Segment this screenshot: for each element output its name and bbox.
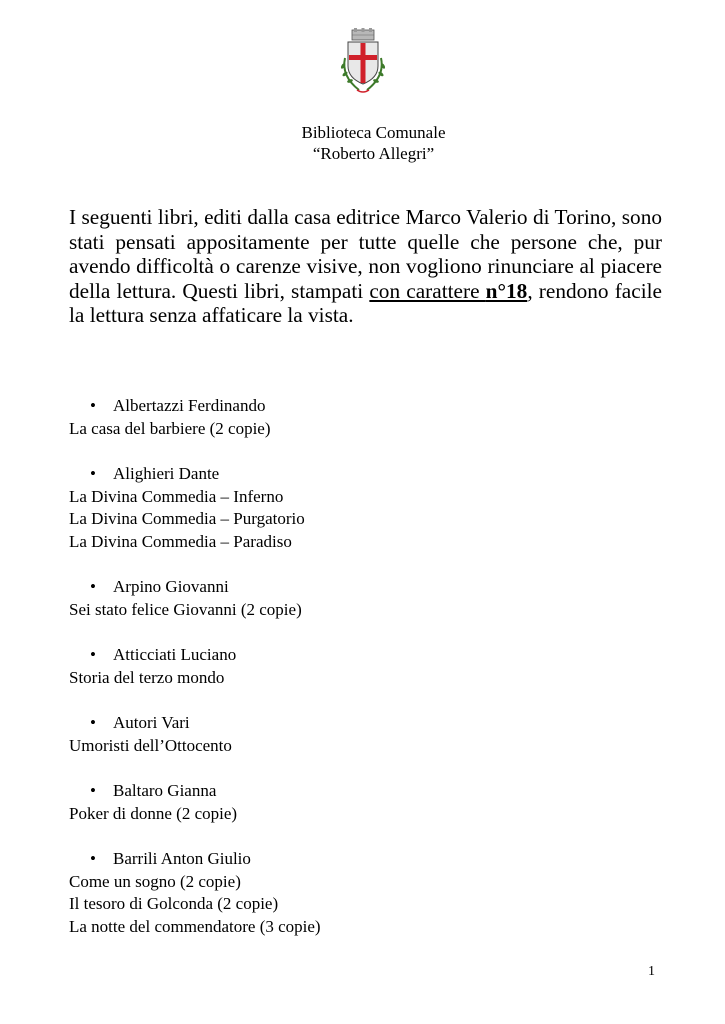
author-name: Alighieri Dante <box>113 464 220 483</box>
municipal-crest-icon <box>337 28 389 98</box>
library-name-line2: “Roberto Allegri” <box>312 144 435 163</box>
author-name: Atticciati Luciano <box>113 645 237 664</box>
bullet-icon: • <box>90 464 96 483</box>
author-line <box>69 576 669 599</box>
intro-paragraph <box>69 205 662 328</box>
author-name: Baltaro Gianna <box>113 781 217 800</box>
book-title: Il tesoro di Golconda (2 copie) <box>69 894 279 913</box>
book-title: La casa del barbiere (2 copie) <box>69 418 271 438</box>
author-line <box>69 780 669 803</box>
bullet-icon: • <box>90 645 96 664</box>
book-title: Umoristi dell’Ottocento <box>69 735 232 755</box>
author-name: Albertazzi Ferdinando <box>113 396 266 415</box>
book-title: La Divina Commedia – Purgatorio <box>69 509 305 528</box>
author-entry <box>69 395 669 440</box>
book-list <box>69 395 669 961</box>
font-size-highlight: n°18 <box>485 278 528 303</box>
author-entry <box>69 576 669 621</box>
author-entry <box>69 463 669 553</box>
book-title: La Divina Commedia – Paradiso <box>69 531 292 551</box>
intro-text-part1: I seguenti libri, editi dalla casa editrice Marco Valerio di Torino, sono stati pensati appositamente per tutte quelle che persone che, pur avendo difficoltà o carenze visive, non vogliono rinunciare al piacere della lettura. Questi libri, stampati <box>69 205 662 303</box>
author-line <box>69 395 669 418</box>
author-name: Autori Vari <box>113 713 190 732</box>
bullet-icon: • <box>90 713 96 732</box>
intro-text-part2: , rendono facile la lettura senza affaticare la vista. <box>69 278 662 328</box>
intro-underlined-text: con carattere <box>369 278 486 303</box>
author-entry <box>69 848 669 938</box>
book-title: La notte del commendatore (3 copie) <box>69 916 321 936</box>
author-line <box>69 463 669 486</box>
book-title: Storia del terzo mondo <box>69 667 225 687</box>
book-title: La Divina Commedia – Inferno <box>69 486 284 506</box>
author-entry <box>69 644 669 689</box>
author-entry <box>69 712 669 757</box>
bullet-icon: • <box>90 781 96 800</box>
bullet-icon: • <box>90 577 96 596</box>
library-name <box>0 122 725 164</box>
bullet-icon: • <box>90 396 96 415</box>
author-entry <box>69 780 669 825</box>
author-name: Barrili Anton Giulio <box>113 849 251 868</box>
bullet-icon: • <box>90 849 96 868</box>
library-name-line1: Biblioteca Comunale <box>301 123 446 142</box>
book-title: Come un sogno (2 copie) <box>69 871 241 891</box>
book-title: Poker di donne (2 copie) <box>69 803 238 823</box>
page-number: 1 <box>648 964 655 979</box>
book-title: Sei stato felice Giovanni (2 copie) <box>69 599 302 619</box>
author-line <box>69 644 669 667</box>
author-line <box>69 712 669 735</box>
author-line <box>69 848 669 871</box>
author-name: Arpino Giovanni <box>113 577 229 596</box>
